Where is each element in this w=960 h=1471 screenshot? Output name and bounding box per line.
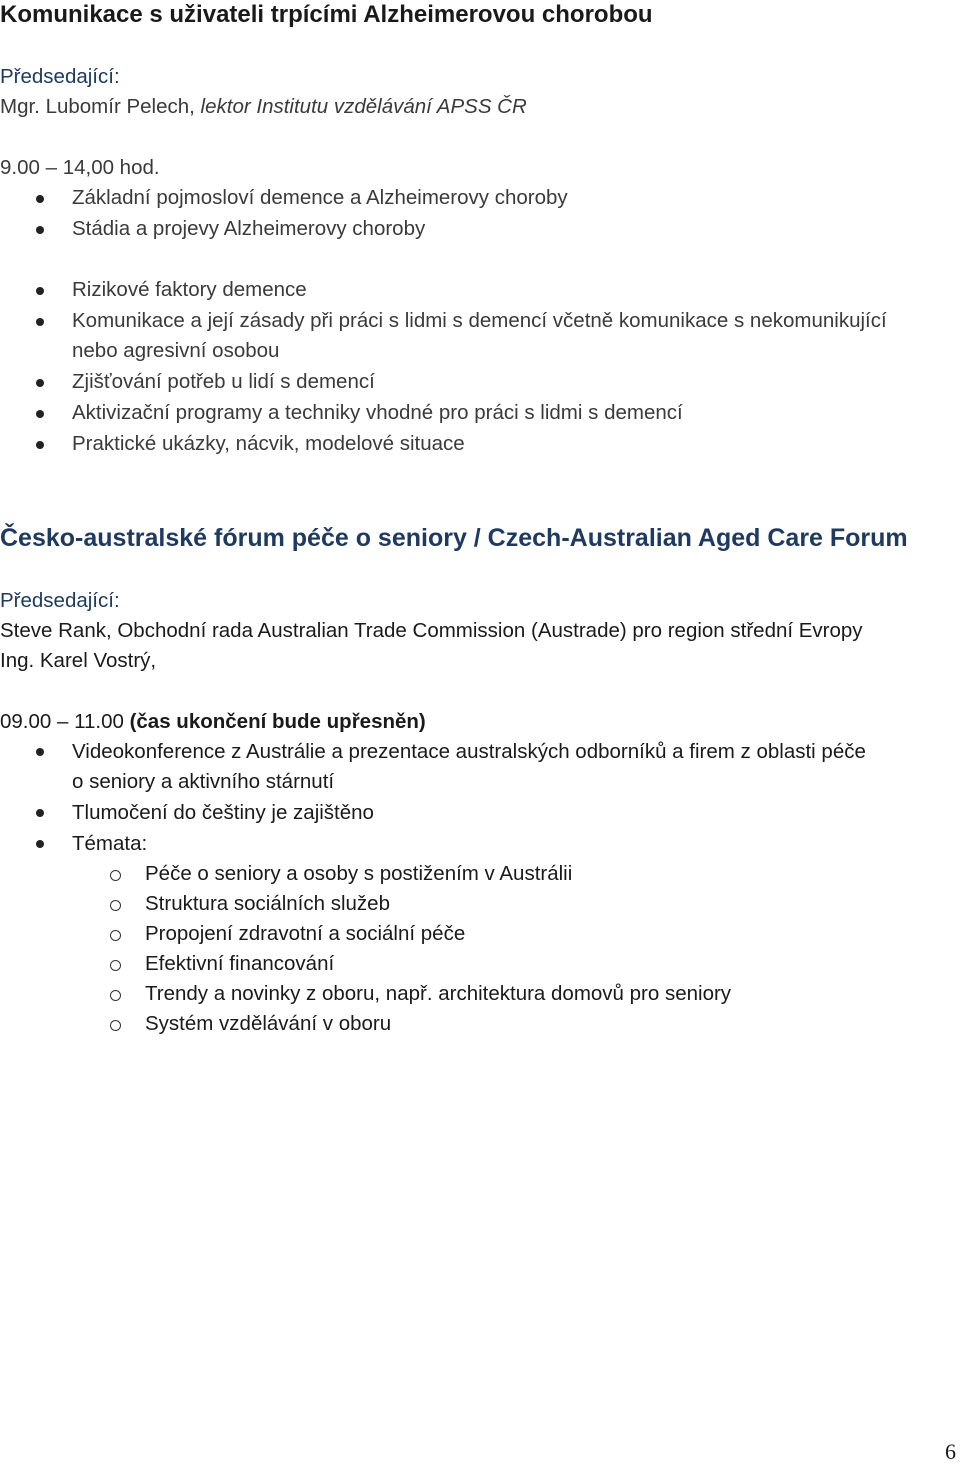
session-time: 9.00 – 14,00 hod. bbox=[0, 156, 160, 179]
bullet-icon bbox=[36, 287, 44, 295]
list-item: Aktivizační programy a techniky vhodné pro práci s lidmi s demencí bbox=[72, 401, 683, 424]
bullet-icon bbox=[36, 226, 44, 234]
list-item: Tlumočení do češtiny je zajištěno bbox=[72, 801, 374, 824]
chair-line bbox=[0, 92, 527, 122]
list-item: Základní pojmosloví demence a Alzheimerovy choroby bbox=[72, 186, 568, 209]
bullet-icon bbox=[36, 809, 44, 817]
topic-item: Efektivní financování bbox=[145, 952, 335, 975]
list-item-continuation: nebo agresivní osobou bbox=[72, 339, 280, 362]
list-item: Rizikové faktory demence bbox=[72, 278, 307, 301]
session-time-note: (čas ukončení bude upřesněn) bbox=[129, 710, 426, 733]
bullet-icon bbox=[36, 441, 44, 449]
circle-bullet-icon bbox=[110, 870, 121, 881]
topic-item: Struktura sociálních služeb bbox=[145, 892, 390, 915]
list-item: Stádia a projevy Alzheimerovy choroby bbox=[72, 217, 426, 240]
list-item: Témata: bbox=[72, 832, 148, 855]
chair-role: lektor Institutu vzdělávání APSS ČR bbox=[200, 95, 527, 118]
bullet-icon bbox=[36, 840, 44, 848]
session-time bbox=[0, 707, 426, 737]
chair-label: Předsedající: bbox=[0, 65, 120, 88]
circle-bullet-icon bbox=[110, 1020, 121, 1031]
list-item: Komunikace a její zásady při práci s lidmi s demencí včetně komunikace s nekomunikující bbox=[72, 309, 887, 332]
circle-bullet-icon bbox=[110, 930, 121, 941]
bullet-icon bbox=[36, 748, 44, 756]
bullet-icon bbox=[36, 318, 44, 326]
section-title: Česko-australské fórum péče o seniory / Czech-Australian Aged Care Forum bbox=[0, 524, 908, 552]
bullet-icon bbox=[36, 195, 44, 203]
session-time-range: 09.00 – 11.00 bbox=[0, 710, 130, 733]
chair-name: Mgr. Lubomír Pelech, bbox=[0, 95, 201, 118]
circle-bullet-icon bbox=[110, 900, 121, 911]
list-item: Zjišťování potřeb u lidí s demencí bbox=[72, 370, 375, 393]
list-item: Praktické ukázky, nácvik, modelové situace bbox=[72, 432, 465, 455]
chair-name: Steve Rank, Obchodní rada Australian Trade Commission (Austrade) pro region střední Evropy bbox=[0, 619, 863, 642]
circle-bullet-icon bbox=[110, 990, 121, 1001]
list-item-continuation: o seniory a aktivního stárnutí bbox=[72, 770, 335, 793]
list-item: Videokonference z Austrálie a prezentace australských odborníků a firem z oblasti péče bbox=[72, 740, 866, 763]
circle-bullet-icon bbox=[110, 960, 121, 971]
topic-item: Systém vzdělávání v oboru bbox=[145, 1012, 392, 1035]
topic-item: Propojení zdravotní a sociální péče bbox=[145, 922, 466, 945]
bullet-icon bbox=[36, 410, 44, 418]
section-title: Komunikace s uživateli trpícími Alzheimerovou chorobou bbox=[0, 1, 653, 28]
chair-label: Předsedající: bbox=[0, 589, 120, 612]
page-number: 6 bbox=[945, 1439, 956, 1464]
topic-item: Péče o seniory a osoby s postižením v Austrálii bbox=[145, 862, 573, 885]
bullet-icon bbox=[36, 379, 44, 387]
chair-name: Ing. Karel Vostrý, bbox=[0, 649, 157, 672]
topic-item: Trendy a novinky z oboru, např. architektura domovů pro seniory bbox=[145, 982, 732, 1005]
